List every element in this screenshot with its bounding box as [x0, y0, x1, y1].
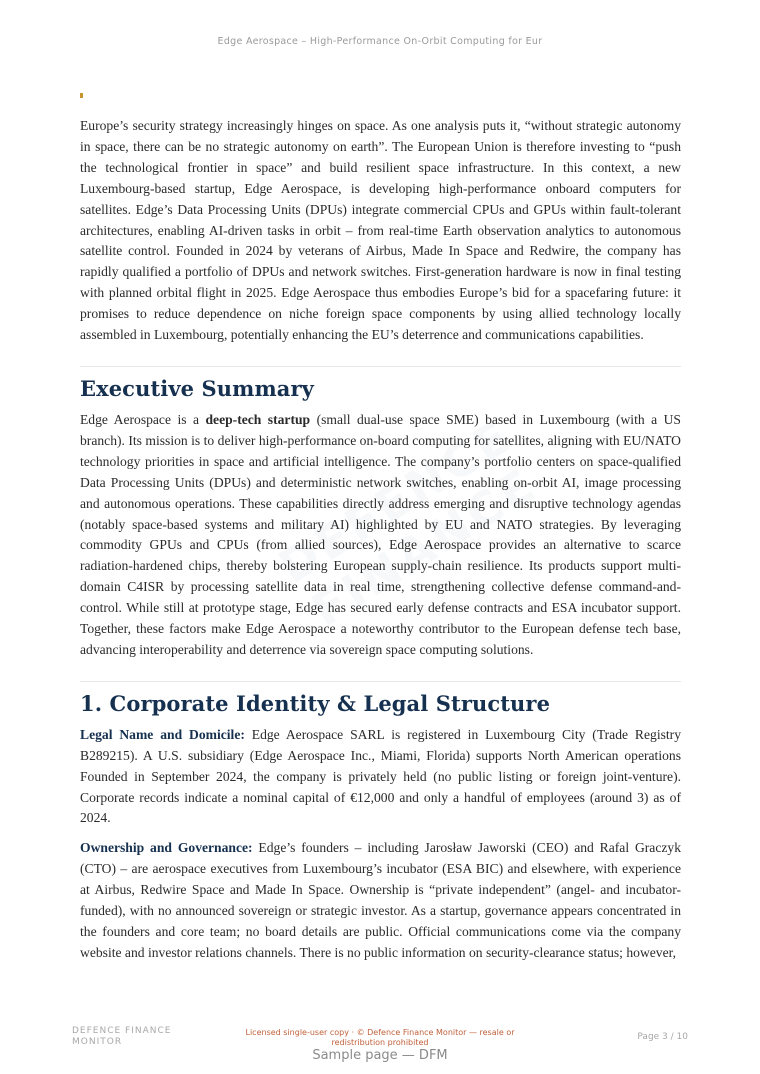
summary-lead-text: Edge Aerospace is a	[80, 411, 206, 427]
section-1-heading: 1. Corporate Identity & Legal Structure	[80, 690, 551, 716]
intro-paragraph: Europe’s security strategy increasingly hinges on space. As one analysis puts it, “without strategic autonomy in space, there can be no strategic autonomy on earth”. The European Union is therefore investing to “push the technological frontier in space” and build resilient space infrastructure. In this context, a new Luxembourg-based startup, Edge Aerospace, is developing high-performance onboard computers for satellites. Edge’s Data Processing Units (DPUs) integrate commercial CPUs and GPUs within fault-tolerant architectures, enabling AI-driven tasks in orbit – from real-time Earth observation analytics to autonomous satellite control. Founded in 2024 by veterans of Airbus, Made In Space and Redwire, the company has rapidly qualified a portfolio of DPUs and network switches. First-generation hardware is now in final testing with planned orbital flight in 2025. Edge Aerospace thus embodies Europe’s bid for a spacefaring future: it promises to reduce dependence on niche foreign space components by using allied technology locally assembled in Luxembourg, potentially enhancing the EU’s deterrence and communications capabilities.	[80, 118, 681, 343]
executive-summary-heading: Executive Summary	[80, 375, 314, 401]
running-header: Edge Aerospace – High-Performance On-Orbit Computing for Eur	[217, 36, 543, 47]
summary-body-text: (small dual-use space SME) based in Luxembourg (with a US branch). Its mission is to deliver high-performance on-board computing for satellites, aligning with EU/NATO technology priorities in space and artificial intelligence. The company’s portfolio centers on space-qualified Data Processing Units (DPUs) and deterministic network switches, enabling on-orbit AI, image processing and autonomous operations. These capabilities directly address emerging and disruptive technology agendas (notably space-based systems and military AI) highlighted by EU and NATO strategies. By leveraging commodity GPUs and CPUs (from allied sources), Edge Aerospace provides an alternative to scarce radiation-hardened chips, thereby bolstering European supply-chain resilience. Its products support multi-domain C4ISR by processing satellite data in real time, strengthening collective defense command-and-control. While still at prototype stage, Edge has secured early defense contracts and ESA incubator support. Together, these factors make Edge Aerospace a noteworthy contributor to the European defense tech base, advancing interoperability and deterrence via sovereign space computing solutions.	[80, 411, 681, 657]
sample-page-label: Sample page — DFM	[312, 1048, 448, 1063]
footer-license-notice: Licensed single-user copy · © Defence Finance Monitor — resale or redistribution prohibited	[245, 1028, 515, 1047]
accent-mark	[80, 93, 83, 98]
section-divider	[80, 366, 681, 367]
ownership-text: Edge’s founders – including Jarosław Jaworski (CEO) and Rafal Graczyk (CTO) – are aerospace executives from Luxembourg’s incubator (ESA BIC) and elsewhere, with experience at Airbus, Redwire Space and Made In Space. Ownership is “private independent” (angel- and incubator-funded), with no announced sovereign or strategic investor. As a startup, governance appears concentrated in the founders and core team; no board details are public. Official communications come via the company website and investor relations channels. There is no public information on security-clearance status; however,	[80, 840, 681, 960]
page-number: Page 3 / 10	[637, 1032, 688, 1042]
summary-emphasis: deep-tech startup	[205, 411, 311, 427]
ownership-paragraph	[80, 838, 681, 963]
page-content	[80, 116, 681, 964]
ownership-label: Ownership and Governance:	[80, 840, 253, 856]
footer-brand: DEFENCE FINANCE MONITOR	[72, 1026, 172, 1047]
executive-summary-paragraph	[80, 410, 681, 661]
legal-name-paragraph	[80, 725, 681, 830]
legal-name-label: Legal Name and Domicile:	[80, 726, 245, 742]
legal-name-text: Edge Aerospace SARL is registered in Luxembourg City (Trade Registry B289215). A U.S. subsidiary (Edge Aerospace Inc., Miami, Florida) supports North American operations Founded in September 2024, the company is privately held (no public listing or foreign joint-venture). Corporate records indicate a nominal capital of €12,000 and only a handful of employees (around 3) as of 2024.	[80, 726, 681, 826]
section-divider	[80, 681, 681, 682]
